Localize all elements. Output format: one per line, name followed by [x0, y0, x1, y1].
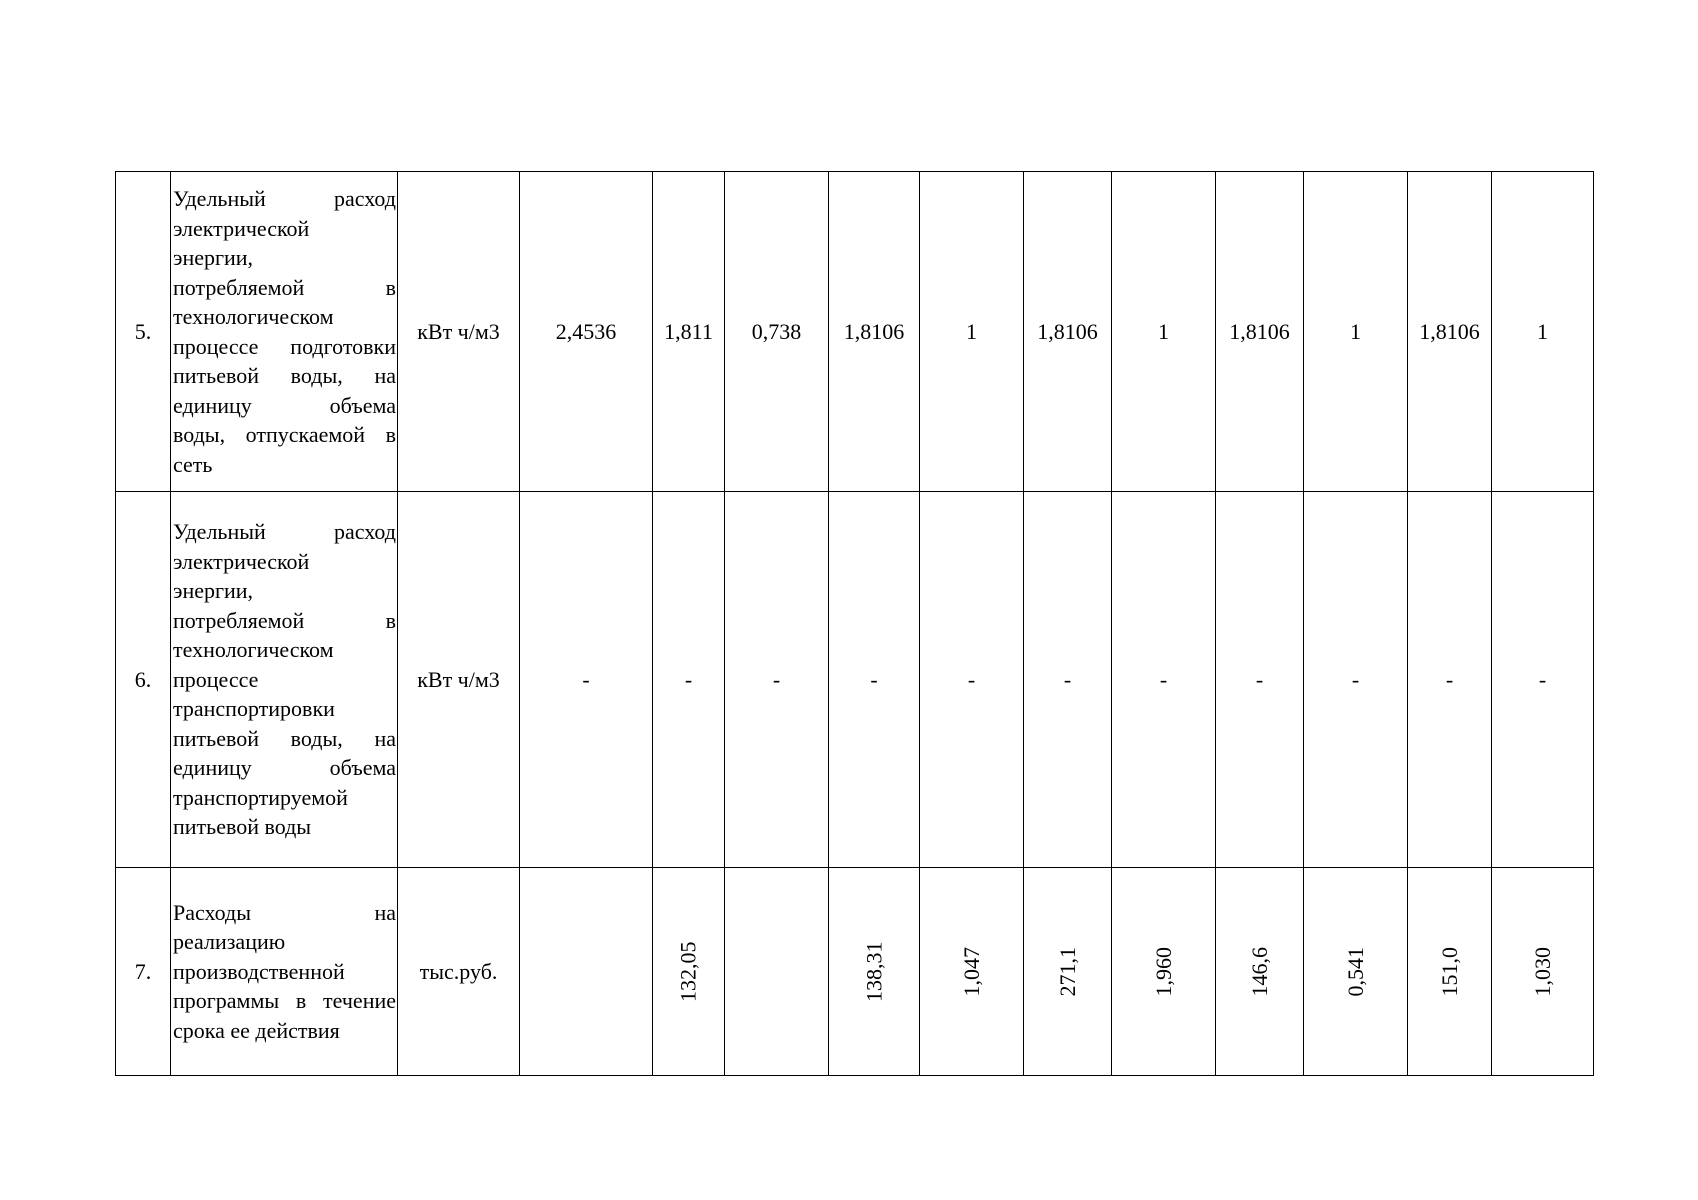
table-row [116, 492, 1594, 868]
value-cell: - [1304, 492, 1408, 868]
value-cell: 2,4536 [520, 172, 653, 492]
description-line: единицу объема [173, 392, 396, 418]
description-line: технологическом [173, 637, 334, 663]
value-cell: 1 [920, 172, 1024, 492]
description-line: Удельный расход [173, 186, 396, 211]
description-line: Расходы на [173, 899, 396, 925]
value-cell: 1 [1304, 172, 1408, 492]
row-number: 6. [116, 492, 171, 868]
description-line: электрической [173, 548, 310, 574]
description-line: Удельный расход [173, 519, 396, 545]
indicator-description [171, 868, 398, 1076]
description-line: питьевой воды, на [173, 363, 396, 388]
indicator-description [171, 492, 398, 868]
rotated-value: 1,960 [1150, 946, 1176, 997]
value-cell: - [1408, 492, 1492, 868]
value-cell: 0,738 [725, 172, 829, 492]
value-cell [1304, 868, 1408, 1076]
rotated-value: 1,047 [958, 946, 984, 997]
row-number: 5. [116, 172, 171, 492]
value-cell: - [1492, 492, 1594, 868]
description-line: сеть [173, 451, 213, 477]
rotated-value: 132,05 [675, 941, 701, 1002]
rotated-value: 151,0 [1436, 946, 1462, 997]
description-line: транспортируемой [173, 784, 348, 810]
table-row [116, 172, 1594, 492]
description-line: программы в течение [173, 988, 396, 1014]
rotated-value: 146,6 [1246, 946, 1272, 997]
value-cell: 1 [1492, 172, 1594, 492]
description-line: процессе [173, 666, 259, 692]
value-cell [829, 868, 920, 1076]
value-cell: - [1216, 492, 1304, 868]
description-line: потребляемой в [173, 607, 396, 633]
value-cell: 1,8106 [1408, 172, 1492, 492]
description-line: транспортировки [173, 696, 335, 722]
value-cell: - [1024, 492, 1112, 868]
value-cell: 1,8106 [1216, 172, 1304, 492]
row-number: 7. [116, 868, 171, 1076]
value-cell [920, 868, 1024, 1076]
description-line: энергии, [173, 245, 254, 270]
value-cell: - [520, 492, 653, 868]
value-cell [653, 868, 725, 1076]
value-cell [1024, 868, 1112, 1076]
value-cell [520, 868, 653, 1076]
value-cell [1112, 868, 1216, 1076]
rotated-value: 138,31 [861, 941, 887, 1002]
value-cell [725, 868, 829, 1076]
description-line: питьевой воды, на [173, 725, 396, 751]
unit-cell: тыс.руб. [398, 868, 520, 1076]
table-row [116, 868, 1594, 1076]
value-cell: 1 [1112, 172, 1216, 492]
value-cell [1216, 868, 1304, 1076]
value-cell: 1,8106 [829, 172, 920, 492]
value-cell [1492, 868, 1594, 1076]
description-line: единицу объема [173, 755, 396, 781]
unit-cell: кВт ч/м3 [398, 172, 520, 492]
value-cell: 1,8106 [1024, 172, 1112, 492]
description-line: потребляемой в [173, 274, 396, 300]
value-cell: - [725, 492, 829, 868]
rotated-value: 1,030 [1529, 946, 1555, 997]
description-line: производственной [173, 958, 345, 984]
value-cell: 1,811 [653, 172, 725, 492]
rotated-value: 0,541 [1342, 946, 1368, 997]
indicator-description [171, 172, 398, 492]
description-line: энергии, [173, 578, 254, 604]
value-cell: - [653, 492, 725, 868]
description-line: электрической [173, 215, 310, 241]
rotated-value: 271,1 [1054, 946, 1080, 997]
description-line: питьевой воды [173, 814, 312, 840]
value-cell: - [920, 492, 1024, 868]
description-line: процессе подготовки [173, 333, 396, 359]
unit-cell: кВт ч/м3 [398, 492, 520, 868]
indicators-table [115, 171, 1594, 1076]
value-cell: - [829, 492, 920, 868]
description-line: технологическом [173, 304, 334, 329]
value-cell: - [1112, 492, 1216, 868]
description-line: реализацию [173, 929, 286, 955]
description-line: срока ее действия [173, 1017, 340, 1043]
value-cell [1408, 868, 1492, 1076]
description-line: воды, отпускаемой в [173, 422, 396, 447]
